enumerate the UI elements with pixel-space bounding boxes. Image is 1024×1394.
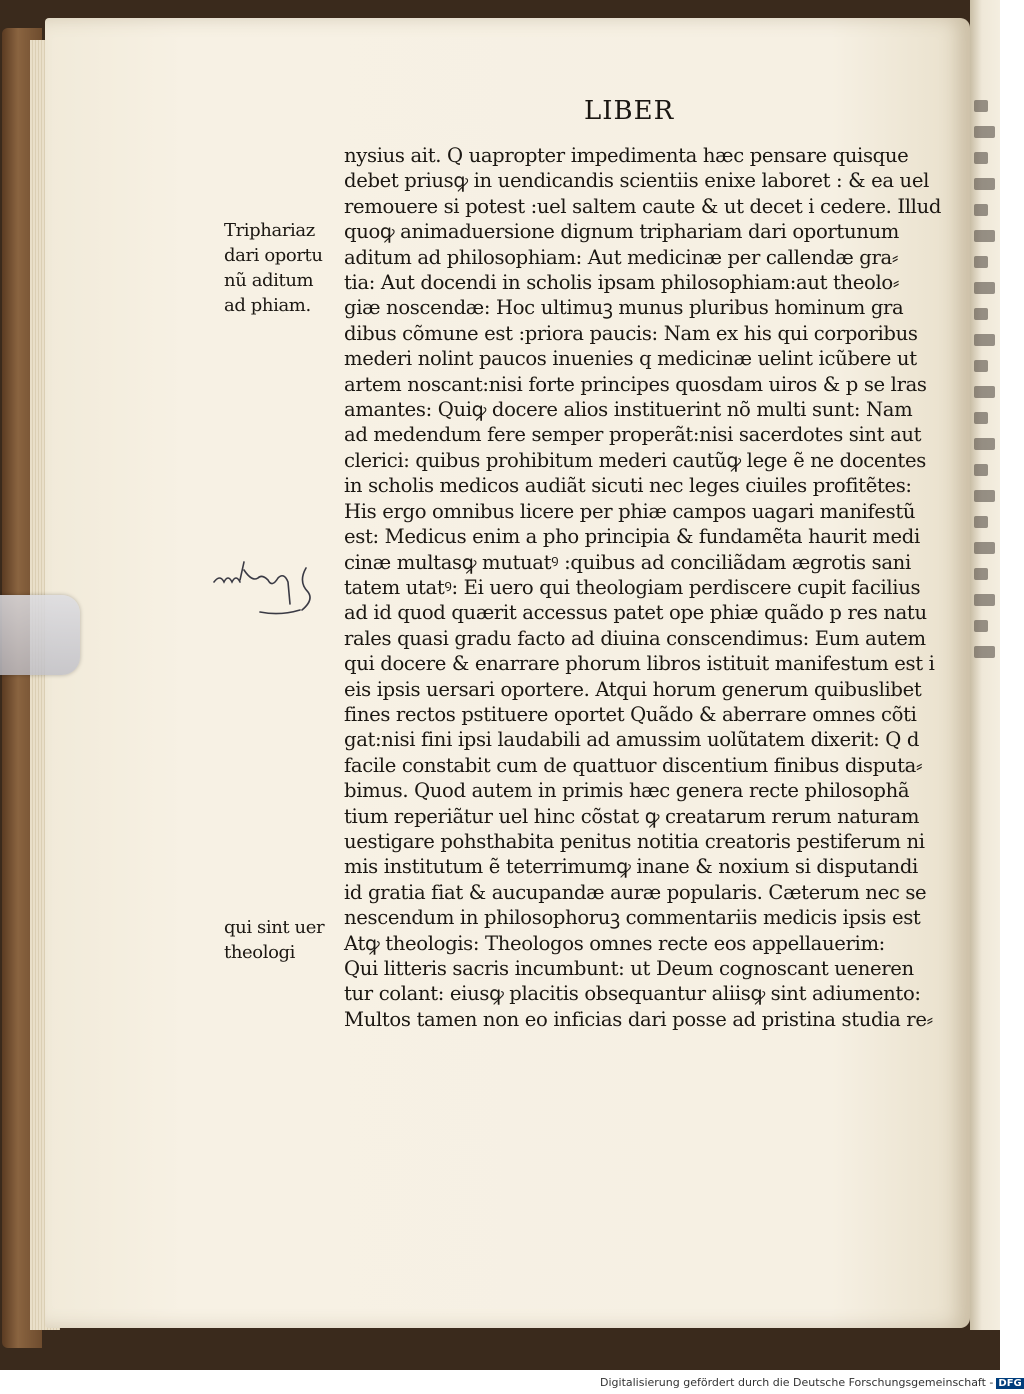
text-line: amantes: Quiꝙ docere alios instituerint nõ multi sunt: Nam [344,398,913,422]
text-line: His ergo omnibus licere per phiæ campos uagari manifestũ [344,499,916,523]
facing-page-text-fragment [974,620,988,632]
text-line: quoꝙ animaduersione dignum triphariam dari oportunum [344,220,899,244]
text-line: nysius ait. Q uapropter impedimenta hæc pensare quisque [344,144,909,167]
main-text-column [344,143,942,1032]
dfg-logo: DFG [998,1378,1022,1389]
facing-page-text-fragment [974,230,995,242]
text-line: est: Medicus enim a pho principia & fundamẽta haurit medi [344,525,920,549]
text-line: Multos tamen non eo inficias dari posse ad pristina studia re⸗ [344,1007,933,1031]
text-line: id gratia fiat & aucupandæ auræ popularis. Cæterum nec se [344,880,927,904]
text-line: aditum ad philosophiam: Aut medicinæ per callendæ gra⸗ [344,245,899,269]
facing-page-text-fragment [974,386,995,398]
text-line: facile constabit cum de quattuor discentium finibus disputa⸗ [344,753,923,777]
text-line: cinæ multasꝙ mutuatꝰ :quibus ad conciliãdam ægrotis sani [344,550,911,574]
facing-page-text-fragment [974,308,988,320]
facing-page-text-fragment [974,646,995,658]
text-line: tium reperiãtur uel hinc cõstat ꝙ creatarum rerum naturam [344,804,920,828]
facing-page-text-fragment [974,490,995,502]
facing-page-text-fragment [974,126,995,138]
facing-page-text-fragment [974,178,995,190]
margin-note-line: dari oportu [224,245,323,266]
facing-page-text-fragment [974,542,995,554]
facing-page-text-fragment [974,100,988,112]
page-clip [0,595,80,675]
text-line: dibus cõmune est :priora paucis: Nam ex his qui corporibus [344,321,918,345]
facing-page-strip [970,0,1000,1330]
text-line: remouere si potest :uel saltem caute & ut decet i cedere. Illud [344,194,942,218]
text-line: uestigare pohsthabita penitus notitia creatoris pestiferum ni [344,829,925,853]
text-line: bimus. Quod autem in primis hæc genera recte philosophã [344,779,910,803]
running-head: LIBER [584,96,675,126]
margin-note-line: theologi [224,942,295,963]
text-line: mederi nolint paucos inuenies q medicinæ uelint icũbere ut [344,347,917,371]
text-line: mis institutum ẽ teterrimumꝙ inane & noxium si disputandi [344,855,918,879]
margin-note-line: nũ aditum [224,270,314,291]
margin-note-line: qui sint uer [224,917,325,938]
facing-page-text-fragment [974,438,995,450]
text-line: tia: Aut docendi in scholis ipsam philosophiam:aut theolo⸗ [344,271,900,295]
facing-page-text-fragment [974,360,988,372]
text-line: Atꝙ theologis: Theologos omnes recte eos appellauerim: [344,931,885,955]
text-line: gat:nisi fini ipsi laudabili ad amussim uolũtatem dixerit: Q d [344,728,920,752]
text-line: tur colant: eiusꝙ placitis obsequantur aliisꝙ sint adiumento: [344,982,921,1006]
facing-page-text-fragment [974,282,995,294]
facing-page-text-fragment [974,256,988,268]
text-line: in scholis medicos audiãt sicuti nec leges ciuiles profitẽtes: [344,474,912,498]
facing-page-text-fragment [974,568,988,580]
facing-page-text-fragment [974,464,988,476]
text-line: artem noscant:nisi forte principes quosdam uiros & p se lras [344,372,927,396]
text-line: debet priusꝙ in uendicandis scientiis enixe laboret : & ea uel [344,169,929,193]
text-line: Qui litteris sacris incumbunt: ut Deum cognoscant ueneren [344,957,914,980]
text-line: ad medendum fere semper properãt:nisi sacerdotes sint aut [344,423,922,447]
text-line: nescendum in philosophoruꝫ commentariis medicis ipsis est [344,906,921,930]
facing-page-text-fragment [974,594,995,606]
text-line: fines rectos pstituere oportet Quãdo & aberrare omnes cõti [344,702,917,726]
margin-note-line: Triphariaz [224,220,315,241]
digitization-footer [600,1376,1024,1389]
margin-note-triphariam [224,218,344,318]
text-line: giæ noscendæ: Hoc ultimuꝫ munus pluribus hominum gra [344,296,904,320]
handwritten-annotation [210,560,340,630]
footer-text: Digitalisierung gefördert durch die Deutsche Forschungsgemeinschaft - [600,1376,994,1389]
text-line: ad id quod quærit accessus patet ope phiæ quãdo p res natu [344,601,927,625]
margin-note-line: ad phiam. [224,295,311,316]
margin-note-theologi [224,915,344,965]
facing-page-text-fragment [974,204,988,216]
facing-page-text-fragment [974,412,988,424]
text-line: clerici: quibus prohibitum mederi cautũꝙ lege ẽ ne docentes [344,448,926,472]
text-line: tatem utatꝰ: Ei uero qui theologiam perdiscere cupit facilius [344,575,921,599]
facing-page-text-fragment [974,152,988,164]
text-line: eis ipsis uersari oportere. Atqui horum generum quibuslibet [344,677,922,701]
facing-page-text-fragment [974,516,988,528]
facing-page-text-fragment [974,334,995,346]
text-line: rales quasi gradu facto ad diuina conscendimus: Eum autem [344,626,926,650]
text-line: qui docere & enarrare phorum libros istituit manifestum est i [344,652,935,676]
